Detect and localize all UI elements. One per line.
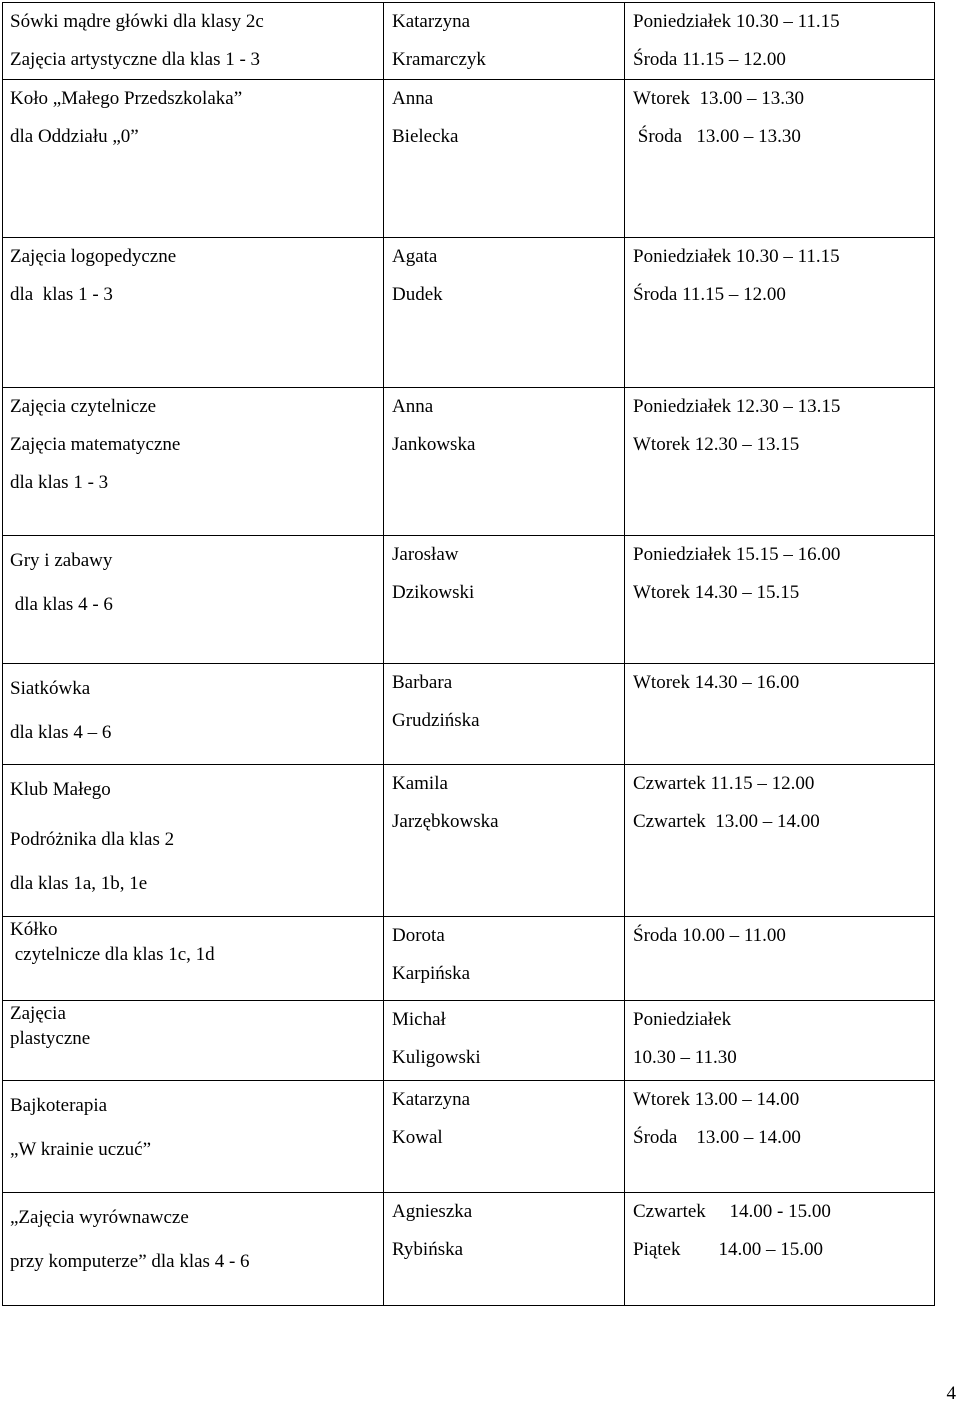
activity-cell — [3, 765, 384, 917]
teacher-last-name: Kowal — [392, 1127, 443, 1148]
activity-line: Koło „Małego Przedszkolaka” — [10, 88, 243, 109]
schedule-cell — [625, 1081, 935, 1193]
teacher-cell — [384, 238, 625, 388]
teacher-cell — [384, 536, 625, 664]
teacher-cell — [384, 765, 625, 917]
schedule-line: 10.30 – 11.30 — [633, 1047, 737, 1068]
table-row — [3, 80, 935, 238]
teacher-last-name: Rybińska — [392, 1239, 464, 1260]
table-row — [3, 3, 935, 80]
teacher-last-name: Grudzińska — [392, 710, 480, 731]
schedule-line: Czwartek 11.15 – 12.00 — [633, 773, 815, 794]
activity-line: Podróżnika dla klas 2 — [10, 829, 175, 850]
schedule-line: Wtorek 13.00 – 14.00 — [633, 1089, 800, 1110]
activity-cell — [3, 917, 384, 1001]
activity-cell — [3, 1193, 384, 1306]
schedule-line: Poniedziałek 15.15 – 16.00 — [633, 544, 841, 565]
teacher-first-name: Anna — [392, 396, 434, 417]
table-row — [3, 917, 935, 1001]
schedule-line: Wtorek 14.30 – 15.15 — [633, 582, 800, 603]
schedule-cell — [625, 765, 935, 917]
schedule-cell — [625, 536, 935, 664]
schedule-line: Środa 11.15 – 12.00 — [633, 284, 786, 305]
activity-line: dla Oddziału „0” — [10, 126, 139, 147]
teacher-last-name: Dzikowski — [392, 582, 475, 603]
teacher-last-name: Bielecka — [392, 126, 459, 147]
teacher-last-name: Dudek — [392, 284, 443, 305]
schedule-cell — [625, 80, 935, 238]
activity-line: dla klas 4 – 6 — [10, 722, 112, 743]
activities-table — [2, 2, 935, 1306]
schedule-cell — [625, 664, 935, 765]
teacher-cell — [384, 1001, 625, 1081]
schedule-cell — [625, 917, 935, 1001]
activity-line: Bajkoterapia — [10, 1095, 108, 1116]
table-row — [3, 664, 935, 765]
activity-line: czytelnicze dla klas 1c, 1d — [10, 944, 215, 965]
teacher-last-name: Kuligowski — [392, 1047, 481, 1068]
activity-line: Zajęcia artystyczne dla klas 1 - 3 — [10, 49, 261, 70]
schedule-line: Środa 10.00 – 11.00 — [633, 925, 786, 946]
activity-line: Zajęcia matematyczne — [10, 434, 181, 455]
schedule-line: Środa 13.00 – 13.30 — [633, 126, 801, 147]
activity-line: „W krainie uczuć” — [10, 1139, 152, 1160]
activity-line: dla klas 4 - 6 — [10, 594, 113, 615]
schedule-line: Czwartek 13.00 – 14.00 — [633, 811, 820, 832]
teacher-cell — [384, 664, 625, 765]
activity-cell — [3, 238, 384, 388]
activity-cell — [3, 388, 384, 536]
teacher-first-name: Michał — [392, 1009, 446, 1030]
activity-line: Kółko — [10, 919, 58, 940]
schedule-cell — [625, 388, 935, 536]
activity-line: Zajęcia — [10, 1003, 66, 1024]
activity-line: przy komputerze” dla klas 4 - 6 — [10, 1251, 250, 1272]
table-row — [3, 765, 935, 917]
teacher-cell — [384, 80, 625, 238]
activity-line: dla klas 1a, 1b, 1e — [10, 873, 148, 894]
activity-cell — [3, 3, 384, 80]
schedule-line: Wtorek 13.00 – 13.30 — [633, 88, 804, 109]
activity-line: plastyczne — [10, 1028, 91, 1049]
teacher-cell — [384, 1193, 625, 1306]
activity-line: Zajęcia czytelnicze — [10, 396, 157, 417]
activity-line: dla klas 1 - 3 — [10, 284, 113, 305]
activity-line: Gry i zabawy — [10, 550, 113, 571]
schedule-line: Poniedziałek 10.30 – 11.15 — [633, 11, 840, 32]
schedule-line: Wtorek 12.30 – 13.15 — [633, 434, 800, 455]
teacher-last-name: Jarzębkowska — [392, 811, 499, 832]
schedule-cell — [625, 3, 935, 80]
teacher-cell — [384, 388, 625, 536]
table-row — [3, 238, 935, 388]
schedule-cell — [625, 238, 935, 388]
teacher-first-name: Kamila — [392, 773, 448, 794]
teacher-first-name: Katarzyna — [392, 1089, 471, 1110]
schedule-cell — [625, 1193, 935, 1306]
schedule-line: Poniedziałek — [633, 1009, 732, 1030]
teacher-last-name: Karpińska — [392, 963, 471, 984]
page-number: 4 — [946, 1383, 956, 1404]
teacher-first-name: Jarosław — [392, 544, 459, 565]
teacher-first-name: Katarzyna — [392, 11, 471, 32]
schedule-line: Poniedziałek 10.30 – 11.15 — [633, 246, 840, 267]
teacher-first-name: Agata — [392, 246, 438, 267]
schedule-line: Piątek 14.00 – 15.00 — [633, 1239, 823, 1260]
schedule-line: Wtorek 14.30 – 16.00 — [633, 672, 800, 693]
activity-cell — [3, 80, 384, 238]
schedule-line: Poniedziałek 12.30 – 13.15 — [633, 396, 841, 417]
schedule-cell — [625, 1001, 935, 1081]
teacher-first-name: Anna — [392, 88, 434, 109]
activity-line: Sówki mądre główki dla klasy 2c — [10, 11, 264, 32]
table-row — [3, 1001, 935, 1081]
activity-cell — [3, 536, 384, 664]
teacher-last-name: Kramarczyk — [392, 49, 486, 70]
schedule-line: Środa 13.00 – 14.00 — [633, 1127, 801, 1148]
table-row — [3, 1193, 935, 1306]
activity-line: Klub Małego — [10, 779, 111, 800]
table-row — [3, 388, 935, 536]
activity-line: Zajęcia logopedyczne — [10, 246, 177, 267]
teacher-cell — [384, 1081, 625, 1193]
activity-line: dla klas 1 - 3 — [10, 472, 109, 493]
table-row — [3, 536, 935, 664]
table-row — [3, 1081, 935, 1193]
teacher-first-name: Dorota — [392, 925, 445, 946]
teacher-cell — [384, 917, 625, 1001]
activity-cell — [3, 1001, 384, 1081]
teacher-last-name: Jankowska — [392, 434, 476, 455]
schedule-line: Czwartek 14.00 - 15.00 — [633, 1201, 831, 1222]
teacher-cell — [384, 3, 625, 80]
activity-line: „Zajęcia wyrównawcze — [10, 1207, 189, 1228]
teacher-first-name: Agnieszka — [392, 1201, 473, 1222]
schedule-line: Środa 11.15 – 12.00 — [633, 49, 786, 70]
teacher-first-name: Barbara — [392, 672, 453, 693]
activity-cell — [3, 1081, 384, 1193]
activity-line: Siatkówka — [10, 678, 91, 699]
activity-cell — [3, 664, 384, 765]
